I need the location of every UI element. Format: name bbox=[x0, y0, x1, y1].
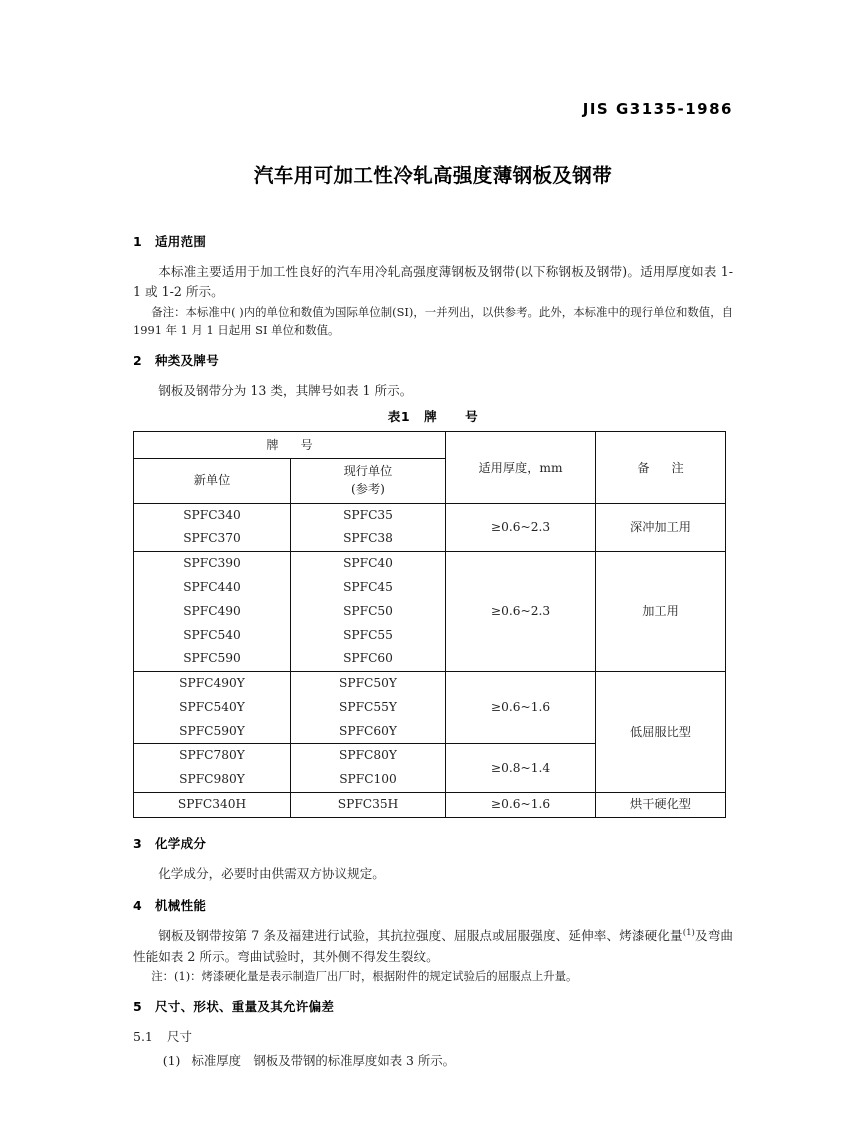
section-3-paragraph-1: 化学成分，必要时由供需双方协议规定。 bbox=[158, 865, 385, 881]
cell-thickness: ≥0.6~1.6 bbox=[446, 793, 596, 818]
cell-new-unit-value: SPFC340H bbox=[177, 797, 247, 812]
section-heading-3 bbox=[133, 834, 733, 852]
cell-current-unit-value: SPFC50Y bbox=[339, 676, 397, 691]
cell-remark: 加工用 bbox=[596, 552, 726, 672]
header-grade-group bbox=[134, 431, 446, 458]
header-remark-word-1: 备 bbox=[637, 460, 650, 475]
header-grade-group-word-1: 牌 bbox=[266, 438, 279, 453]
section-number-4: 4 bbox=[133, 898, 142, 914]
section-1-note: 备注：本标准中( )内的单位和数值为国际单位制(SI)，一并列出，以供参考。此外，本标准中的现行单位和数值，自 1991 年 1 月 1 日起用 SI 单位和数值。 bbox=[133, 304, 733, 338]
cell-current-unit-value: SPFC100 bbox=[339, 772, 397, 787]
table-row bbox=[134, 552, 726, 672]
subsection-number-5-1: 5.1 bbox=[133, 1029, 153, 1045]
cell-current-unit-value: SPFC60Y bbox=[339, 723, 397, 738]
cell-new-unit-value: SPFC490 bbox=[183, 603, 241, 618]
page-title: 汽车用可加工性冷轧高强度薄钢板及钢带 bbox=[253, 164, 613, 187]
cell-new-unit-value: SPFC590 bbox=[183, 651, 241, 666]
table-1-caption-word-1: 牌 bbox=[424, 408, 438, 424]
cell-thickness: ≥0.6~2.3 bbox=[446, 552, 596, 672]
cell-new-unit bbox=[134, 793, 291, 818]
cell-new-unit bbox=[134, 552, 291, 672]
section-heading-4 bbox=[133, 896, 733, 914]
header-current-unit-line1: 现行单位 bbox=[343, 463, 393, 478]
list-item bbox=[133, 1051, 733, 1071]
table-1-caption bbox=[133, 406, 733, 425]
header-remark-word-2: 注 bbox=[671, 460, 684, 475]
section-title-2: 种类及牌号 bbox=[155, 353, 220, 369]
cell-current-unit-value: SPFC45 bbox=[343, 580, 393, 595]
cell-new-unit bbox=[134, 744, 291, 793]
cell-remark: 深冲加工用 bbox=[596, 503, 726, 552]
table-row bbox=[134, 793, 726, 818]
section-title-4: 机械性能 bbox=[155, 898, 207, 914]
cell-new-unit bbox=[134, 672, 291, 744]
cell-thickness: ≥0.8~1.4 bbox=[446, 744, 596, 793]
section-heading-2 bbox=[133, 351, 733, 369]
cell-new-unit-value: SPFC490Y bbox=[179, 676, 245, 691]
cell-current-unit bbox=[291, 793, 446, 818]
cell-current-unit-value: SPFC50 bbox=[343, 603, 393, 618]
cell-current-unit-value: SPFC38 bbox=[343, 531, 393, 546]
section-1-paragraph-1: 本标准主要适用于加工性良好的汽车用冷轧高强度薄钢板及钢带(以下称钢板及钢带)。适用厚度如表 1-1 或 1-2 所示。 bbox=[133, 264, 733, 300]
section-number-2: 2 bbox=[133, 353, 142, 369]
page-content bbox=[133, 0, 733, 1071]
cell-current-unit-value: SPFC80Y bbox=[339, 748, 397, 763]
cell-new-unit-value: SPFC390 bbox=[183, 556, 241, 571]
cell-remark: 低屈服比型 bbox=[596, 672, 726, 793]
section-4-paragraph-1 bbox=[133, 926, 733, 967]
table-header-row-1 bbox=[134, 431, 726, 458]
subsection-title-5-1: 尺寸 bbox=[167, 1029, 193, 1045]
cell-current-unit-value: SPFC40 bbox=[343, 556, 393, 571]
cell-current-unit-value: SPFC60 bbox=[343, 651, 393, 666]
header-remark bbox=[596, 431, 726, 503]
cell-current-unit bbox=[291, 503, 446, 552]
footnote-marker: (1) bbox=[682, 928, 695, 939]
cell-current-unit-value: SPFC55Y bbox=[339, 699, 397, 714]
cell-thickness: ≥0.6~2.3 bbox=[446, 503, 596, 552]
section-heading-1 bbox=[133, 232, 733, 250]
grade-table bbox=[133, 431, 726, 818]
cell-current-unit bbox=[291, 672, 446, 744]
section-4-text-a: 钢板及钢带按第 7 条及福建进行试验，其抗拉强度、屈服点或屈服强度、延伸率、烤漆硬化量 bbox=[158, 928, 683, 944]
cell-new-unit-value: SPFC590Y bbox=[179, 723, 245, 738]
section-heading-5 bbox=[133, 997, 733, 1015]
standard-code-header: JIS G3135-1986 bbox=[582, 100, 733, 118]
section-title-3: 化学成分 bbox=[155, 835, 207, 851]
cell-new-unit-value: SPFC340 bbox=[183, 507, 241, 522]
section-2-paragraph-1: 钢板及钢带分为 13 类，其牌号如表 1 所示。 bbox=[158, 383, 413, 399]
cell-remark: 烘干硬化型 bbox=[596, 793, 726, 818]
cell-current-unit-value: SPFC35H bbox=[337, 797, 399, 812]
cell-new-unit-value: SPFC780Y bbox=[179, 748, 245, 763]
subsection-heading-5-1 bbox=[133, 1027, 733, 1045]
cell-current-unit bbox=[291, 744, 446, 793]
cell-current-unit-value: SPFC55 bbox=[343, 627, 393, 642]
section-4-footnote: 注：(1)：烤漆硬化量是表示制造厂出厂时，根据附件的规定试验后的屈服点上升量。 bbox=[151, 969, 578, 983]
cell-new-unit-value: SPFC440 bbox=[183, 580, 241, 595]
header-new-unit: 新单位 bbox=[134, 458, 291, 503]
header-thickness: 适用厚度，mm bbox=[446, 431, 596, 503]
grade-table-body bbox=[134, 503, 726, 817]
table-row bbox=[134, 503, 726, 552]
cell-current-unit-value: SPFC35 bbox=[343, 507, 393, 522]
header-current-unit bbox=[291, 458, 446, 503]
cell-thickness: ≥0.6~1.6 bbox=[446, 672, 596, 744]
header-grade-group-word-2: 号 bbox=[300, 438, 313, 453]
section-4-text-b: 及弯曲性能如表 2 所示。弯曲试验时，其外侧不得发生裂纹。 bbox=[133, 928, 733, 964]
cell-new-unit-value: SPFC980Y bbox=[179, 772, 245, 787]
table-1-caption-word-2: 号 bbox=[465, 408, 479, 424]
cell-current-unit bbox=[291, 552, 446, 672]
section-title-5: 尺寸、形状、重量及其允许偏差 bbox=[155, 999, 335, 1015]
cell-new-unit-value: SPFC540Y bbox=[179, 699, 245, 714]
section-title-1: 适用范围 bbox=[155, 234, 207, 249]
table-1-caption-prefix: 表1 bbox=[387, 408, 411, 424]
section-number-3: 3 bbox=[133, 835, 142, 851]
list-item-label: (1) bbox=[162, 1053, 181, 1069]
section-number-1: 1 bbox=[133, 234, 142, 249]
header-current-unit-line2: (参考) bbox=[351, 481, 385, 496]
section-number-5: 5 bbox=[133, 999, 142, 1015]
cell-new-unit bbox=[134, 503, 291, 552]
cell-new-unit-value: SPFC540 bbox=[183, 627, 241, 642]
table-row bbox=[134, 672, 726, 744]
cell-new-unit-value: SPFC370 bbox=[183, 531, 241, 546]
list-item-text: 标准厚度 钢板及带钢的标准厚度如表 3 所示。 bbox=[191, 1053, 456, 1069]
